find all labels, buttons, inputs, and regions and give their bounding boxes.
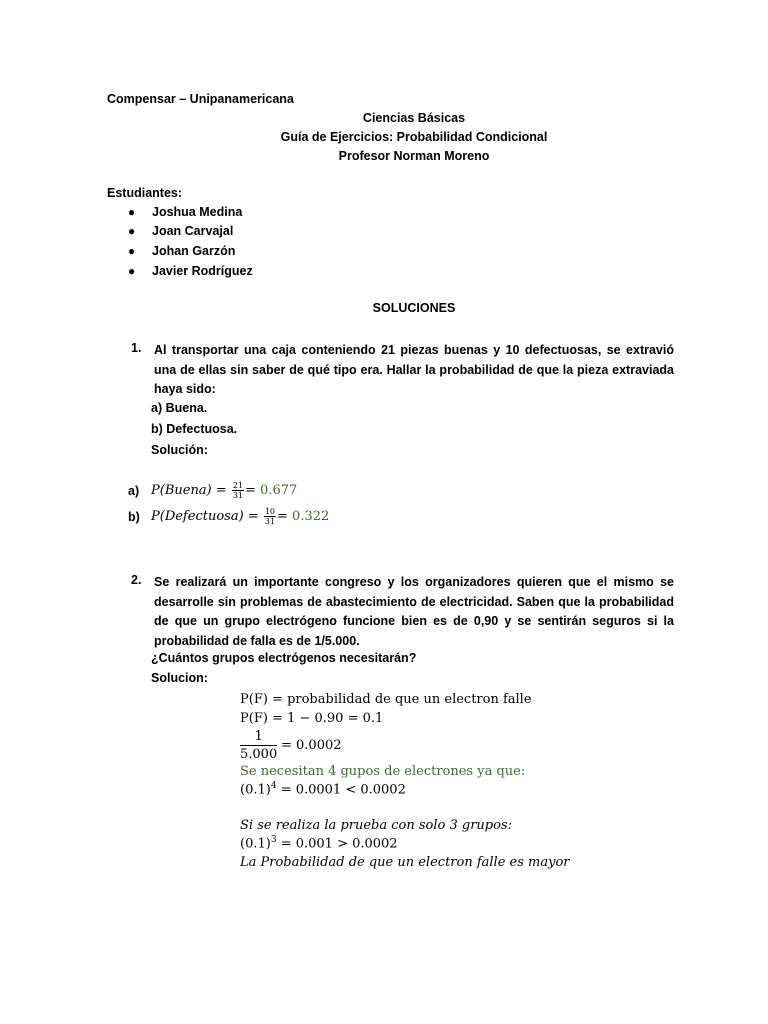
equation-line-8: La Probabilidad de que un electron falle es mayor <box>240 855 570 870</box>
power-exponent: 4 <box>270 781 277 791</box>
guide-title: Guía de Ejercicios: Probabilidad Condicional <box>280 130 548 144</box>
problem-1-number: 1. <box>131 341 142 355</box>
problem-2-statement: Se realizará un importante congreso y los organizadores quieren que el mismo se desarrolle sin problemas de abastecimiento de electricidad. Saben que la probabilidad de que un grupo electrógeno funcione bien es de 0,90 y se sentirán seguros si la probabilidad de falla es de 1/5.000. <box>154 575 674 648</box>
equation-line-7 <box>240 835 398 851</box>
problem-1-solution-label: Solución: <box>151 443 208 457</box>
answer-b-denominator: 31 <box>264 517 275 526</box>
subject-title: Ciencias Básicas <box>362 111 466 125</box>
bullet-icon: ● <box>128 224 136 238</box>
power-rest: = 0.0001 < 0.0002 <box>276 782 406 798</box>
answer-b-equation <box>151 507 329 526</box>
equation-fraction <box>240 728 277 763</box>
student-name: Javier Rodríguez <box>152 264 253 278</box>
professor-name: Profesor Norman Moreno <box>338 149 490 163</box>
answer-b-fraction <box>264 507 276 526</box>
fraction-result: = 0.0002 <box>281 738 342 753</box>
students-label: Estudiantes: <box>107 186 183 200</box>
student-name: Joan Carvajal <box>152 224 234 238</box>
student-name: Johan Garzón <box>152 244 236 258</box>
bullet-icon: ● <box>128 264 136 278</box>
bullet-icon: ● <box>128 244 136 258</box>
answer-a-equals: = <box>245 483 256 498</box>
problem-1-option-b: b) Defectuosa. <box>151 422 238 436</box>
answer-a-result: 0.677 <box>260 483 298 498</box>
answer-b-lhs: P(Defectuosa) = <box>151 509 259 524</box>
answer-a-label: a) <box>128 484 140 498</box>
answer-a-lhs: P(Buena) = <box>151 483 227 498</box>
power-base: (0.1) <box>240 782 271 798</box>
equation-line-4: Se necesitan 4 gupos de electrones ya que: <box>240 764 526 779</box>
problem-2-solution-label: Solucion: <box>151 671 208 685</box>
bullet-icon: ● <box>128 205 136 219</box>
problem-1-option-a: a) Buena. <box>151 401 208 415</box>
problem-1-statement: Al transportar una caja conteniendo 21 piezas buenas y 10 defectuosas, se extravió una de ellas sin saber de qué tipo era. Hallar la probabilidad de que la pieza extraviada haya sido: <box>154 343 674 396</box>
power-exponent: 3 <box>270 835 277 845</box>
answer-a-equation <box>151 481 297 500</box>
student-name: Joshua Medina <box>152 205 243 219</box>
equation-line-2: P(F) = 1 − 0.90 = 0.1 <box>240 711 384 726</box>
answer-b-numerator: 10 <box>264 507 275 516</box>
answer-b-equals: = <box>277 509 288 524</box>
answer-a-numerator: 21 <box>232 481 243 490</box>
solutions-heading: SOLUCIONES <box>372 301 456 315</box>
answer-a-fraction <box>232 481 244 500</box>
problem-2-number: 2. <box>131 573 142 587</box>
equation-line-5 <box>240 781 406 797</box>
problem-2-question: ¿Cuántos grupos electrógenos necesitarán? <box>151 651 417 665</box>
equation-line-6: Si se realiza la prueba con solo 3 grupos: <box>240 818 512 833</box>
fraction-numerator: 1 <box>240 728 277 746</box>
institution-name: Compensar – Unipanamericana <box>107 92 294 106</box>
answer-a-denominator: 31 <box>232 491 243 500</box>
equation-line-1: P(F) = probabilidad de que un electron falle <box>240 692 532 707</box>
power-base: (0.1) <box>240 836 271 852</box>
answer-b-result: 0.322 <box>292 509 330 524</box>
fraction-denominator: 5.000 <box>240 747 278 762</box>
answer-b-label: b) <box>128 510 140 524</box>
power-rest: = 0.001 > 0.0002 <box>276 836 398 852</box>
